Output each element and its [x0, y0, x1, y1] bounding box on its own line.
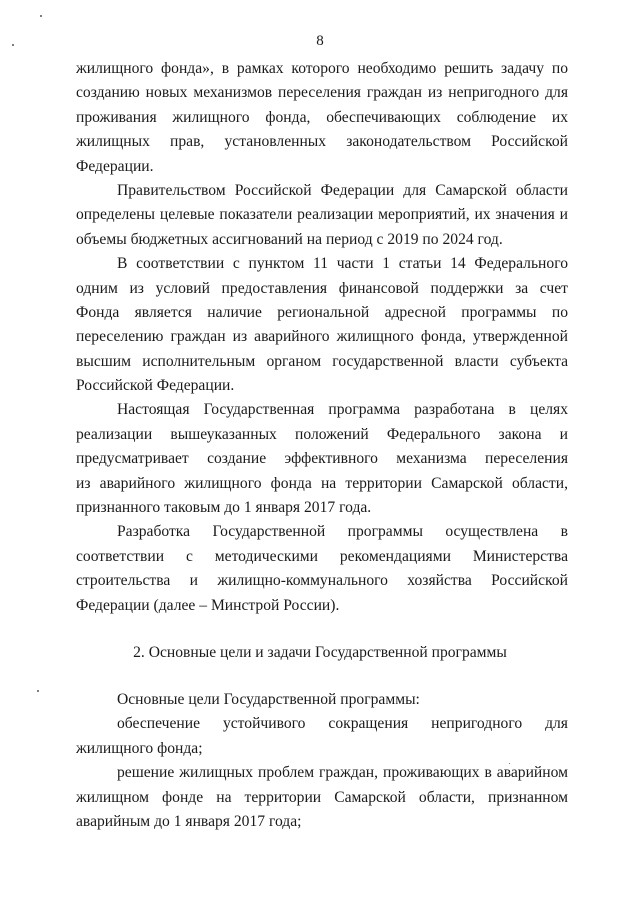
- section-heading: 2. Основные цели и задачи Государственной программы: [133, 644, 507, 661]
- text-line: соответствии с методическими рекомендациями Министерства: [76, 547, 568, 565]
- paragraph: [76, 520, 568, 618]
- text-line: предусматривает создание эффективного механизма переселения: [76, 450, 568, 468]
- text-line: из аварийного жилищного фонда на территории Самарской области,: [76, 474, 568, 492]
- text-line: переселению граждан из аварийного жилищного фонда, утвержденной: [76, 328, 568, 346]
- goals-intro: Основные цели Государственной программы:: [117, 691, 420, 708]
- text-line: Настоящая Государственная программа разработана в целях: [117, 401, 568, 419]
- paragraph: [76, 398, 568, 520]
- scan-speck: [40, 15, 42, 17]
- page-number: 8: [316, 33, 324, 49]
- text-line: объемы бюджетных ассигнований на период с 2019 по 2024 год.: [76, 230, 503, 248]
- paragraph: [76, 252, 568, 398]
- text-line: Фонда является наличие региональной адресной программы по: [76, 303, 568, 321]
- text-line: жилищного фонда», в рамках которого необходимо решить задачу по: [76, 60, 568, 77]
- text-line: строительства и жилищно-коммунального хозяйства Российской: [76, 572, 568, 590]
- document-body: [76, 57, 568, 618]
- paragraph: [76, 57, 568, 179]
- scan-speck: [37, 690, 39, 692]
- paragraph: [76, 179, 568, 252]
- text-line: определены целевые показатели реализации мероприятий, их значения и: [76, 206, 568, 224]
- goals-section: [76, 688, 568, 834]
- text-line: В соответствии с пунктом 11 части 1 статьи 14 Федерального: [117, 255, 568, 273]
- text-line: Правительством Российской Федерации для Самарской области: [117, 181, 568, 199]
- text-line: созданию новых механизмов переселения граждан из непригодного для: [76, 84, 568, 102]
- text-line: обеспечение устойчивого сокращения непригодного для: [117, 715, 568, 733]
- text-line: аварийным до 1 января 2017 года;: [76, 812, 302, 830]
- text-line: Российской Федерации.: [76, 377, 235, 395]
- text-line: решение жилищных проблем граждан, проживающих в аварийном: [117, 764, 568, 782]
- text-line: высшим исполнительным органом государственной власти субъекта: [76, 352, 568, 370]
- text-line: проживания жилищного фонда, обеспечивающих соблюдение их: [76, 108, 568, 126]
- text-line: реализации вышеуказанных положений Федерального закона и: [76, 425, 568, 443]
- text-line: жилищном фонде на территории Самарской области, признанном: [76, 788, 568, 806]
- text-line: жилищного фонда;: [76, 739, 203, 757]
- text-line: признанного таковым до 1 января 2017 года.: [76, 499, 372, 517]
- text-line: Федерации (далее – Минстрой России).: [76, 596, 340, 614]
- text-line: одним из условий предоставления финансовой поддержки за счет: [76, 279, 568, 297]
- text-line: жилищных прав, установленных законодательством Российской: [76, 133, 568, 151]
- text-line: Федерации.: [76, 157, 154, 175]
- text-line: Разработка Государственной программы осуществлена в: [117, 523, 568, 541]
